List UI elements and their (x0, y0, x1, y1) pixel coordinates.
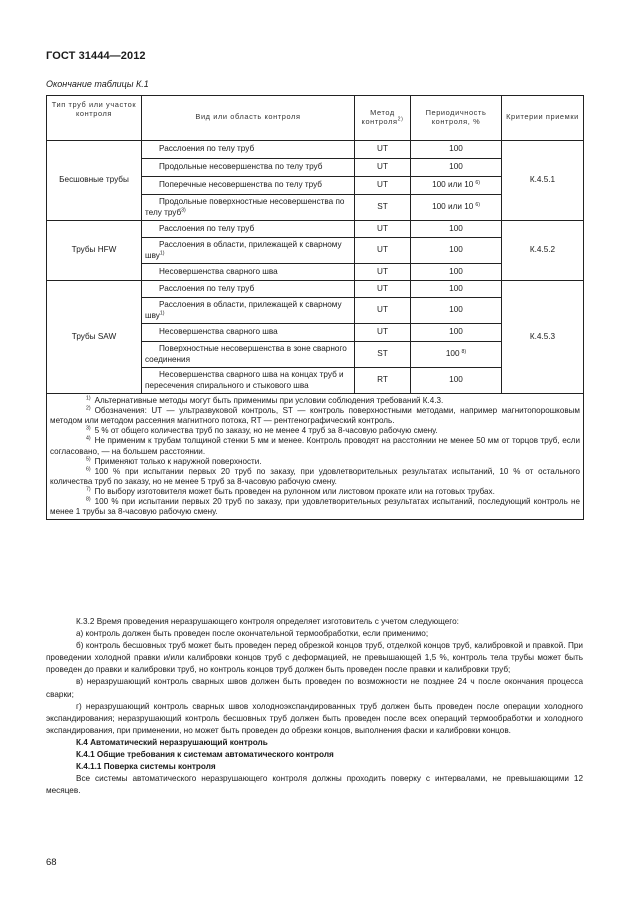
table-row (47, 281, 584, 298)
control-area-cell: Продольные поверхностные несовершенства по телу труб$^{3)}$ (142, 195, 355, 221)
criteria-cell: К.4.5.3 (502, 281, 584, 394)
method-cell: UT (355, 264, 411, 281)
pipe-type-cell: Бесшовные трубы (47, 141, 142, 221)
table-note: $^{8)}$ 100 % при испытании первых 20 труб по заказу, при удовлетворительных результатах испытаний, последующий контроль не менее 1 трубы за 8-часовую рабочую смену. (50, 496, 580, 517)
table-note: $^{2)}$ Обозначения: UT — ультразвуковой контроль, ST — контроль поверхностными методами, например магнитопорошковым методом или методом рассеяния магнитного потока, RT — рентгенографический контроль. (50, 405, 580, 426)
section-heading: К.4.1.1 Поверка системы контроля (76, 762, 216, 772)
body-paragraph: г) неразрушающий контроль сварных швов холодноэкспандированных труб должен быть проведен после операции холодного экспандирования; неразрушающий контроль бесшовных труб должен быть проведен после всех операций термообработки и холодного экспандирования, при применении, но может быть проведен до обрезки концов, выполнения фаски и калибровки концов. (46, 701, 583, 735)
table-note: $^{1)}$ Альтернативные методы могут быть применимы при условии соблюдения требований К.4.3. (86, 395, 444, 405)
table-note: $^{6)}$ 100 % при испытании первых 20 труб по заказу, при удовлетворительных результатах испытаний, 10 % от остального количества труб по заказу, но не менее 5 труб за 8-часовую рабочую смену. (50, 466, 580, 486)
control-area-cell: Несовершенства сварного шва (142, 324, 355, 342)
control-area-cell: Поперечные несовершенства по телу труб (142, 177, 355, 195)
control-area-cell: Расслоения по телу труб (142, 281, 355, 298)
frequency-cell: 100 (411, 141, 502, 159)
method-cell: UT (355, 221, 411, 238)
method-cell: UT (355, 281, 411, 298)
criteria-cell: К.4.5.2 (502, 221, 584, 281)
method-cell: UT (355, 159, 411, 177)
body-paragraph: Все системы автоматического неразрушающего контроля должны проходить поверку с интервалами, не превышающими 12 месяцев. (46, 774, 583, 796)
section-heading: К.4.1 Общие требования к системам автоматического контроля (76, 750, 334, 760)
pipe-type-cell: Трубы SAW (47, 281, 142, 394)
control-area-cell: Несовершенства сварного шва на концах труб и пересечения спирального и стыкового шва (142, 368, 355, 394)
frequency-cell: 100 или 10 $^{6)}$ (411, 195, 502, 221)
table-note: $^{3)}$ 5 % от общего количества труб по заказу, но не менее 4 труб за 8-часовую рабочую смену. (86, 425, 438, 436)
frequency-cell: 100 (411, 368, 502, 394)
body-paragraph: б) контроль бесшовных труб может быть проведен перед обрезкой концов труб, отделкой концов труб, калибровкой и правкой. При проведении холодной правки и/или калибровки концов труб с деформацией, не превышающей 1,5 %, контроль тела трубы может быть проведен до правки и калибровки труб, но контроль концов труб должен быть проведен после правки и калибровки труб; (46, 641, 583, 675)
body-paragraph: К.3.2 Время проведения неразрушающего контроля определяет изготовитель с учетом следующего: (76, 617, 459, 626)
frequency-cell: 100 (411, 238, 502, 264)
table-caption: Окончание таблицы К.1 (46, 79, 149, 89)
body-text (46, 616, 583, 797)
table-note: $^{7)}$ По выбору изготовителя может быть проведен на рулонном или листовом прокате или на готовых трубах. (86, 486, 495, 496)
method-cell: UT (355, 298, 411, 324)
method-cell: ST (355, 195, 411, 221)
header-frequency: Периодичность контроля, % (411, 96, 502, 141)
body-paragraph: в) неразрушающий контроль сварных швов должен быть проведен по возможности не позднее 24 ч после окончания процесса сварки; (46, 677, 583, 699)
frequency-cell: 100 или 10 $^{6)}$ (411, 177, 502, 195)
page-number: 68 (46, 857, 57, 868)
method-cell: UT (355, 177, 411, 195)
body-paragraph: а) контроль должен быть проведен после окончательной термообработки, если применимо; (76, 629, 429, 639)
table-body (47, 141, 584, 394)
table-note: $^{4)}$ Не применим к трубам толщиной стенки 5 мм и менее. Контроль проводят на расстоянии не менее 50 мм от торцов труб, если согласовано, — на большем расстоянии. (50, 435, 580, 456)
control-area-cell: Продольные несовершенства по телу труб (142, 159, 355, 177)
criteria-cell: К.4.5.1 (502, 141, 584, 221)
table-notes (47, 394, 584, 520)
frequency-cell: 100 (411, 324, 502, 342)
table-row (47, 141, 584, 159)
header-type: Тип труб или участок контроля (47, 96, 142, 141)
frequency-cell: 100 (411, 221, 502, 238)
frequency-cell: 100 (411, 281, 502, 298)
header-criteria: Критерии приемки (502, 96, 584, 141)
method-cell: RT (355, 368, 411, 394)
method-cell: UT (355, 238, 411, 264)
frequency-cell: 100 (411, 298, 502, 324)
control-area-cell: Расслоения в области, прилежащей к сварному шву$^{1)}$ (142, 298, 355, 324)
frequency-cell: 100 $^{8)}$ (411, 342, 502, 368)
control-area-cell: Несовершенства сварного шва (142, 264, 355, 281)
control-area-cell: Расслоения в области, прилежащей к сварному шву$^{1)}$ (142, 238, 355, 264)
header-method: Метод контроля$^{2)}$ (355, 96, 411, 141)
control-area-cell: Расслоения по телу труб (142, 221, 355, 238)
control-area-cell: Поверхностные несовершенства в зоне сварного соединения (142, 342, 355, 368)
header-area: Вид или область контроля (142, 96, 355, 141)
control-area-cell: Расслоения по телу труб (142, 141, 355, 159)
table-note: $^{5)}$ Применяют только к наружной поверхности. (86, 455, 262, 466)
control-table (46, 95, 584, 520)
frequency-cell: 100 (411, 264, 502, 281)
document-header: ГОСТ 31444—2012 (46, 50, 146, 62)
section-heading: К.4 Автоматический неразрушающий контроль (76, 737, 268, 747)
pipe-type-cell: Трубы HFW (47, 221, 142, 281)
frequency-cell: 100 (411, 159, 502, 177)
method-cell: UT (355, 141, 411, 159)
method-cell: UT (355, 324, 411, 342)
method-cell: ST (355, 342, 411, 368)
table-row (47, 221, 584, 238)
